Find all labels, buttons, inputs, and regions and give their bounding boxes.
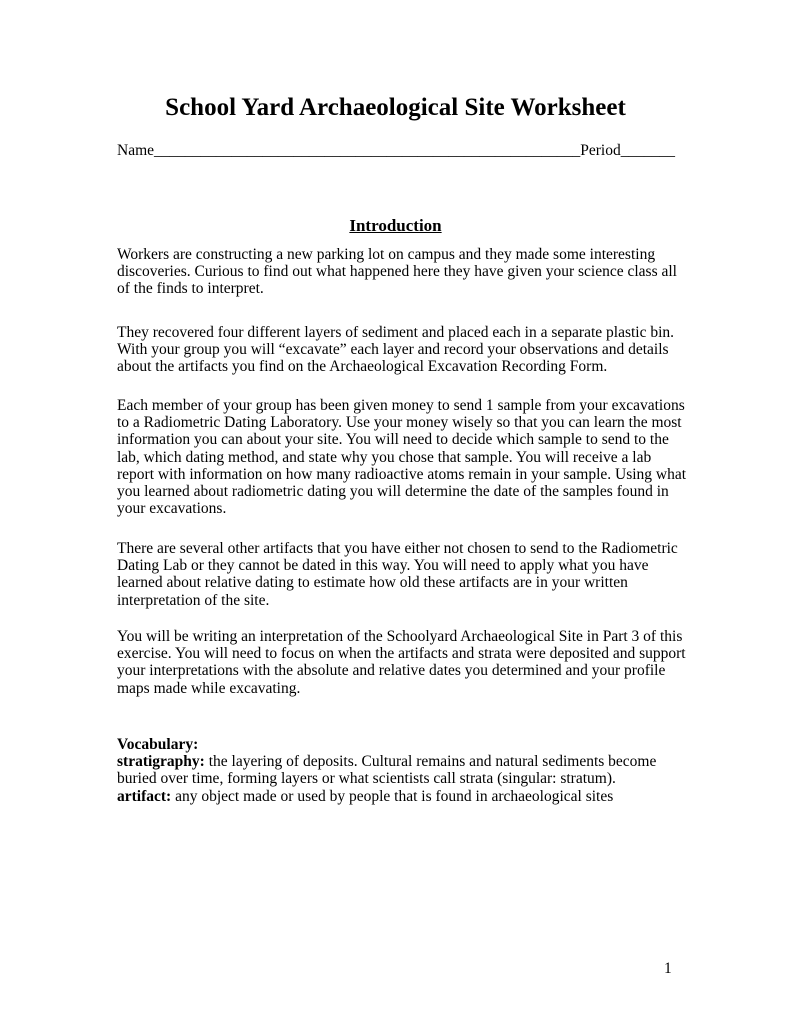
intro-paragraph: There are several other artifacts that you have either not chosen to send to the Radiometric Dating Lab or they cannot be dated in this way. You will need to apply what you have learned about relative dating to estimate how old these artifacts are in your written interpretation of the site. — [117, 540, 678, 609]
section-heading-introduction: Introduction — [349, 216, 442, 235]
vocabulary-term: artifact: — [117, 787, 172, 805]
name-period-line — [117, 141, 675, 161]
vocabulary-section — [117, 736, 687, 805]
vocabulary-title: Vocabulary: — [117, 736, 199, 753]
name-label: Name — [117, 142, 155, 159]
vocabulary-term: stratigraphy: — [117, 753, 205, 771]
intro-paragraph: You will be writing an interpretation of the Schoolyard Archaeological Site in Part 3 of this exercise. You will need to focus on when the artifacts and strata were deposited and support your interpretations with the absolute and relative dates you determined and your profile maps made while excavating. — [117, 628, 686, 697]
name-blank: _______________________________________________________ — [154, 142, 581, 159]
worksheet-title: School Yard Archaeological Site Worksheet — [165, 94, 626, 121]
period-label: Period — [580, 142, 621, 159]
vocabulary-item — [117, 753, 687, 787]
period-blank: _______ — [620, 142, 675, 159]
intro-paragraph: They recovered four different layers of sediment and placed each in a separate plastic bin. With your group you will “excavate” each layer and record your observations and details about the artifacts you find on the Archaeological Excavation Recording Form. — [117, 324, 675, 376]
page-number: 1 — [664, 960, 672, 977]
vocabulary-definition: the layering of deposits. Cultural remains and natural sediments become buried over time, forming layers or what scientists call strata (singular: stratum). — [117, 753, 657, 788]
vocabulary-definition: any object made or used by people that is found in archaeological sites — [171, 787, 614, 805]
intro-paragraph: Workers are constructing a new parking lot on campus and they made some interesting discoveries. Curious to find out what happened here they have given your science class all of the finds to interpret. — [117, 246, 677, 298]
vocabulary-item — [117, 788, 687, 805]
intro-paragraph: Each member of your group has been given money to send 1 sample from your excavations to a Radiometric Dating Laboratory. Use your money wisely so that you can learn the most information you can about your site. You will need to decide which sample to send to the lab, which dating method, and state why you chose that sample. You will receive a lab report with information on how many radioactive atoms remain in your sample. Using what you learned about radiometric dating you will determine the date of the samples found in your excavations. — [117, 397, 687, 518]
